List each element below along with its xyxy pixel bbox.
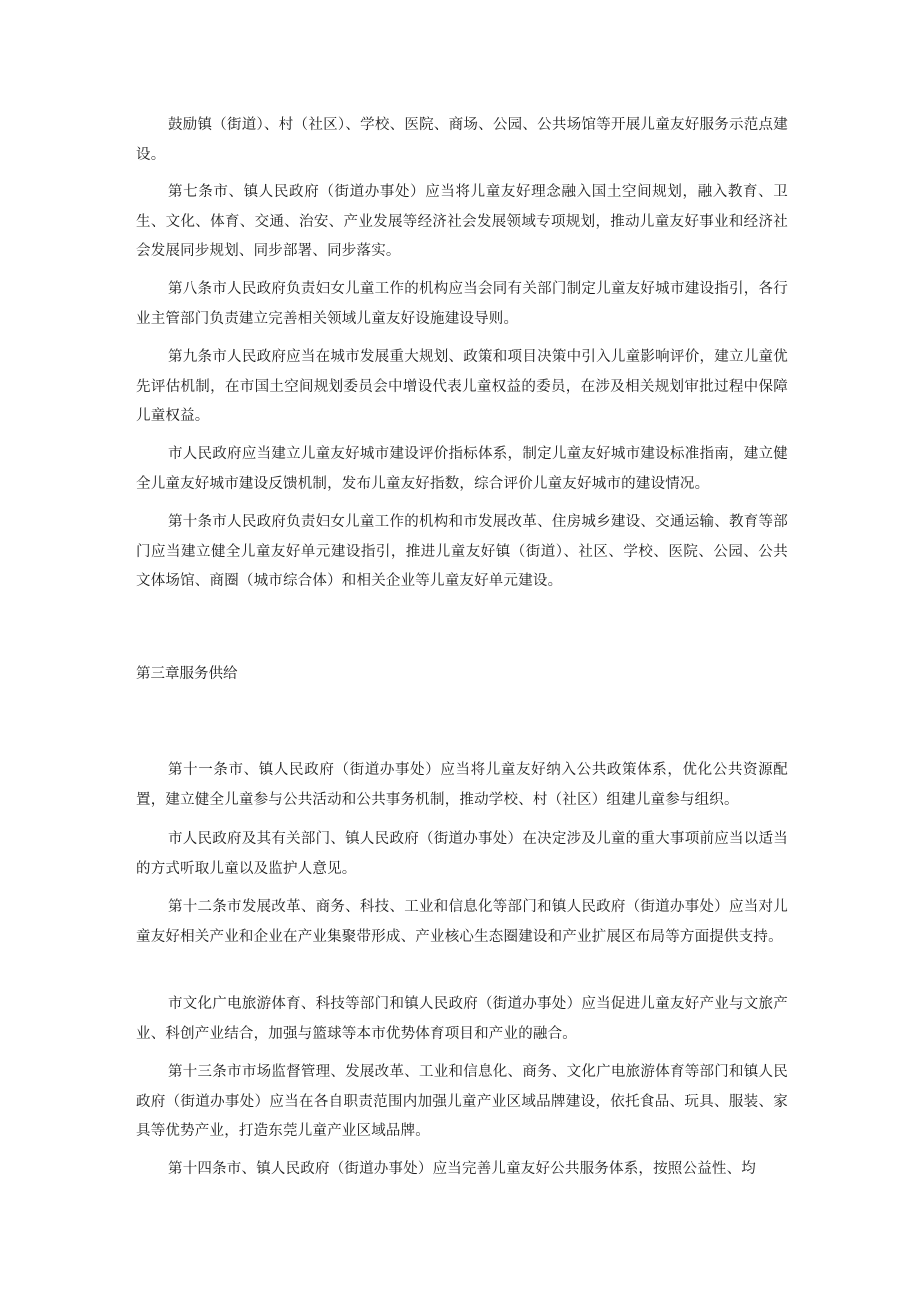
paragraph-article-10: 第十条市人民政府负责妇女儿童工作的机构和市发展改革、住房城乡建设、交通运输、教育等部门应当建立健全儿童友好单元建设指引，推进儿童友好镇（街道）、社区、学校、医院、公园、公共文体场馆、商圈（城市综合体）和相关企业等儿童友好单元建设。 bbox=[136, 514, 788, 589]
paragraph-article-11: 第十一条市、镇人民政府（街道办事处）应当将儿童友好纳入公共政策体系，优化公共资源配置，建立健全儿童参与公共活动和公共事务机制，推动学校、村（社区）组建儿童参与组织。 bbox=[136, 762, 788, 808]
paragraph-article-14: 第十四条市、镇人民政府（街道办事处）应当完善儿童友好公共服务体系，按照公益性、均 bbox=[168, 1161, 756, 1177]
paragraph-demo-sites: 鼓励镇（街道）、村（社区）、学校、医院、商场、公园、公共场馆等开展儿童友好服务示范点建设。 bbox=[136, 117, 788, 163]
paragraph-article-9: 第九条市人民政府应当在城市发展重大规划、政策和项目决策中引入儿童影响评价，建立儿童优先评估机制，在市国土空间规划委员会中增设代表儿童权益的委员，在涉及相关规划审批过程中保障儿童权益。 bbox=[136, 349, 788, 424]
paragraph-article-7: 第七条市、镇人民政府（街道办事处）应当将儿童友好理念融入国土空间规划，融入教育、卫生、文化、体育、交通、治安、产业发展等经济社会发展领域专项规划，推动儿童友好事业和经济社会发展同步规划、同步部署、同步落实。 bbox=[136, 184, 788, 259]
paragraph-evaluation-system: 市人民政府应当建立儿童友好城市建设评价指标体系，制定儿童友好城市建设标准指南，建立健全儿童友好城市建设反馈机制，发布儿童友好指数，综合评价儿童友好城市的建设情况。 bbox=[136, 446, 788, 492]
paragraph-article-13: 第十三条市市场监督管理、发展改革、工业和信息化、商务、文化广电旅游体育等部门和镇人民政府（街道办事处）应当在各自职责范围内加强儿童产业区域品牌建设，依托食品、玩具、服装、家具等优势产业，打造东莞儿童产业区域品牌。 bbox=[136, 1064, 788, 1139]
paragraph-hear-opinions: 市人民政府及其有关部门、镇人民政府（街道办事处）在决定涉及儿童的重大事项前应当以适当的方式听取儿童以及监护人意见。 bbox=[136, 831, 788, 877]
chapter-heading: 第三章服务供给 bbox=[136, 666, 238, 682]
paragraph-article-12: 第十二条市发展改革、商务、科技、工业和信息化等部门和镇人民政府（街道办事处）应当对儿童友好相关产业和企业在产业集聚带形成、产业核心生态圈建设和产业扩展区布局等方面提供支持。 bbox=[136, 899, 788, 945]
paragraph-industry-integration: 市文化广电旅游体育、科技等部门和镇人民政府（街道办事处）应当促进儿童友好产业与文旅产业、科创产业结合，加强与篮球等本市优势体育项目和产业的融合。 bbox=[136, 996, 788, 1042]
paragraph-article-8: 第八条市人民政府负责妇女儿童工作的机构应当会同有关部门制定儿童友好城市建设指引，各行业主管部门负责建立完善相关领域儿童友好设施建设导则。 bbox=[136, 281, 788, 327]
